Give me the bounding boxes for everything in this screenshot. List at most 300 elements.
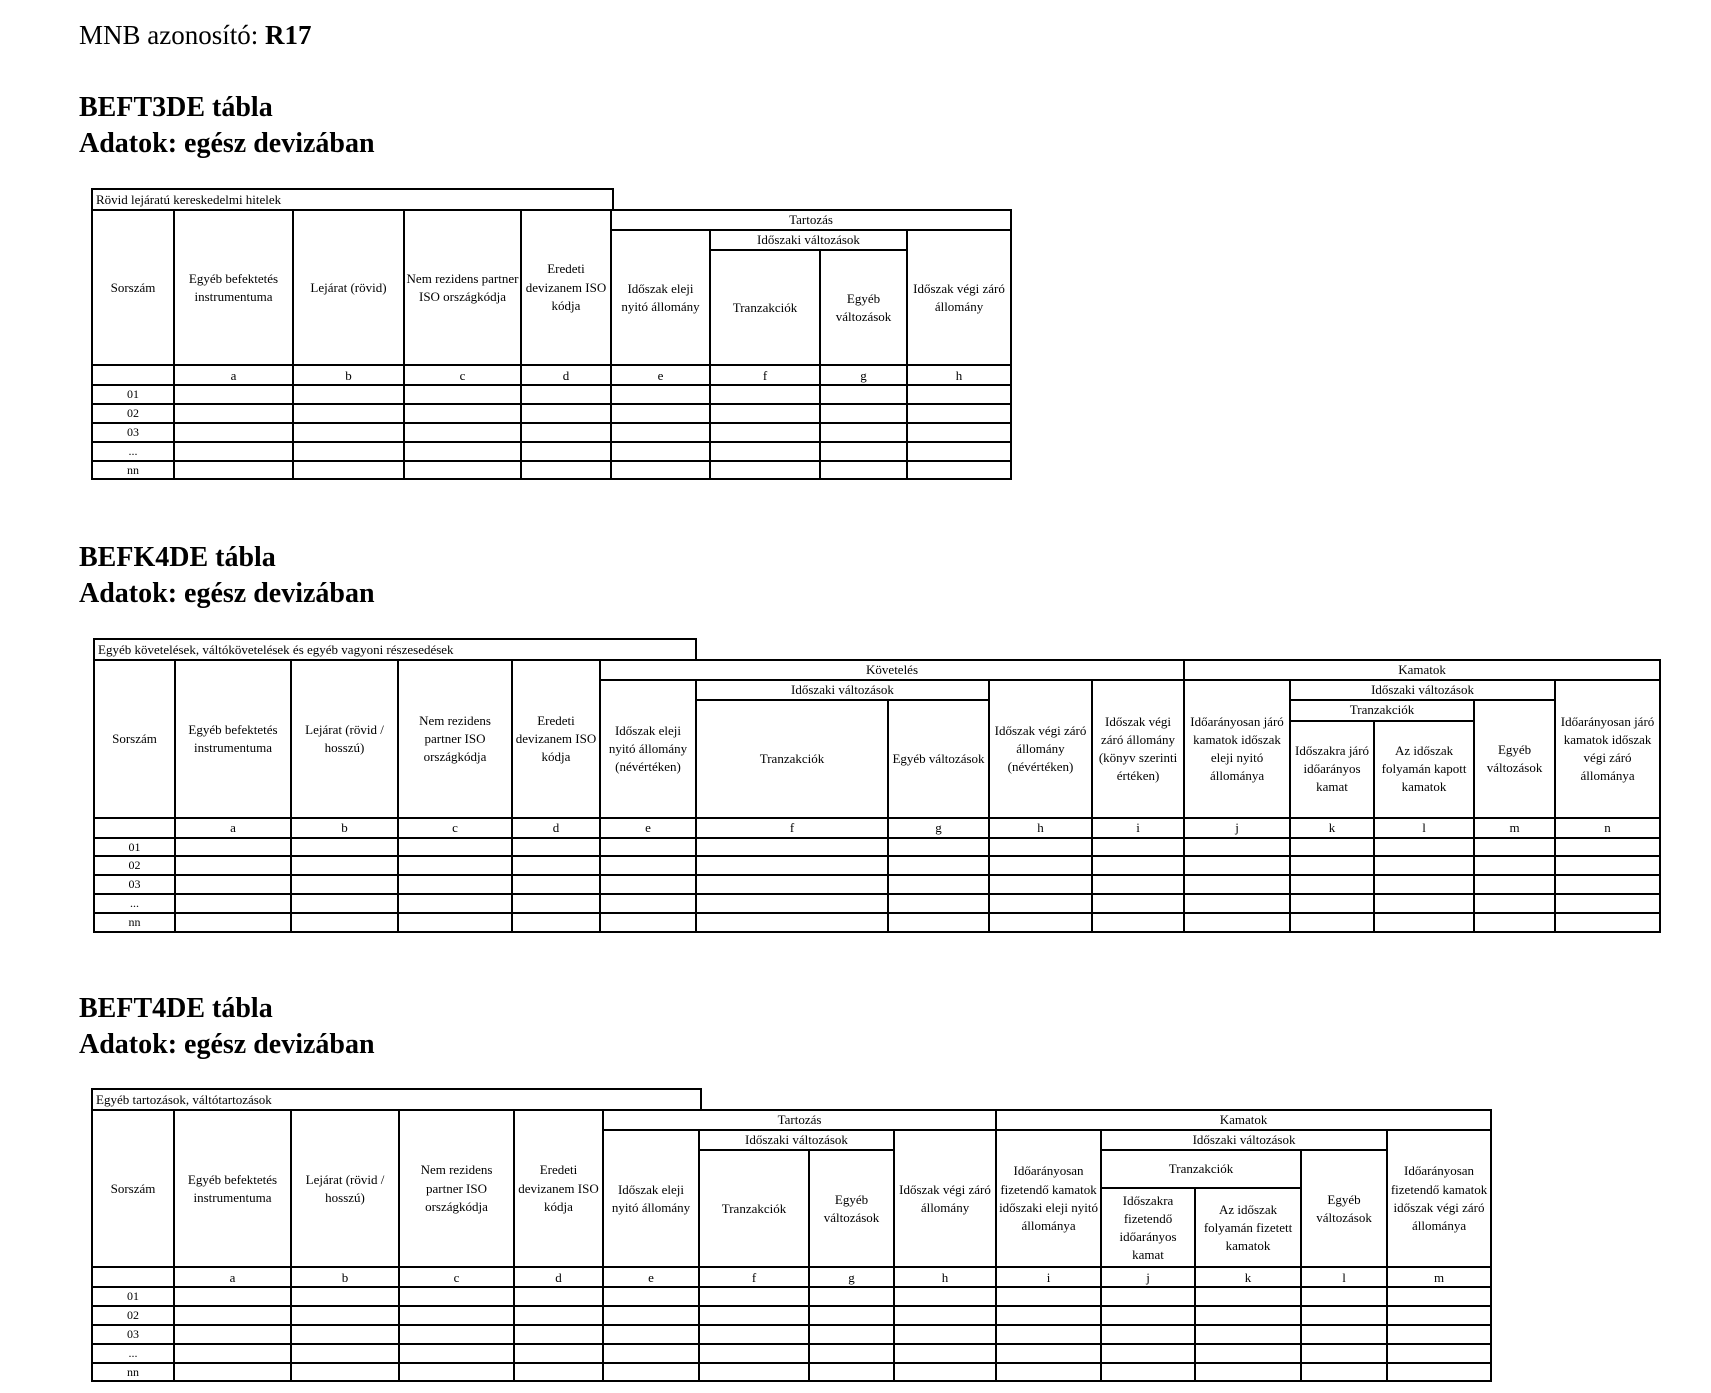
table-cell[interactable]	[514, 1325, 603, 1344]
table-cell[interactable]	[398, 838, 512, 857]
table-cell[interactable]	[521, 461, 611, 480]
t3-letter-4: d	[514, 1267, 603, 1287]
row-number: nn	[92, 461, 174, 480]
table-cell[interactable]	[293, 423, 404, 442]
table-cell[interactable]	[996, 1344, 1101, 1363]
table-cell[interactable]	[603, 1287, 699, 1306]
t2-letter-3: c	[398, 818, 512, 838]
table-cell[interactable]	[291, 838, 398, 857]
t2-letter-12: l	[1374, 818, 1474, 838]
mnb-label: MNB azonosító:	[79, 20, 259, 50]
table-cell[interactable]	[175, 894, 291, 913]
table-cell[interactable]	[696, 894, 888, 913]
t2-col-10: Időarányosan járó kamatok időszak eleji nyitó állománya	[1184, 680, 1290, 817]
table-cell[interactable]	[404, 385, 521, 404]
table-cell[interactable]	[521, 442, 611, 461]
row-number: nn	[94, 913, 175, 932]
table-cell[interactable]	[175, 913, 291, 932]
t3-col-7: Egyéb változások	[809, 1150, 894, 1267]
table-row	[94, 894, 1660, 913]
t2-col-2: Lejárat (rövid / hosszú)	[291, 660, 398, 818]
t2-group-kovetelés: Követelés	[600, 660, 1184, 680]
row-number: ...	[92, 442, 174, 461]
t3-col-9: Időarányosan fizetendő kamatok időszaki eleji nyitó állománya	[996, 1130, 1101, 1267]
t3-letter-11: k	[1195, 1267, 1301, 1287]
table-cell[interactable]	[907, 385, 1011, 404]
table-cell[interactable]	[1474, 913, 1555, 932]
t1-letter-8: h	[907, 365, 1011, 385]
table-cell[interactable]	[907, 423, 1011, 442]
table-cell[interactable]	[1290, 913, 1374, 932]
t1-subtitle: Adatok: egész devizában	[79, 128, 375, 159]
table-row	[92, 423, 1011, 442]
table-cell[interactable]	[1092, 913, 1184, 932]
table-cell[interactable]	[1184, 913, 1290, 932]
t2-letter-1: a	[175, 818, 291, 838]
row-number: 02	[92, 1306, 174, 1325]
t2-letter-6: f	[696, 818, 888, 838]
table-cell[interactable]	[710, 385, 820, 404]
table-cell[interactable]	[989, 913, 1092, 932]
table-row	[92, 1306, 1491, 1325]
table-cell[interactable]	[989, 875, 1092, 894]
t1-group-valtozasok: Időszaki változások	[710, 230, 907, 250]
mnb-id: R17	[265, 20, 312, 50]
t3-table	[91, 1109, 1492, 1382]
table-cell[interactable]	[293, 404, 404, 423]
table-cell[interactable]	[514, 1306, 603, 1325]
table-cell[interactable]	[888, 875, 989, 894]
table-cell[interactable]	[174, 442, 293, 461]
t2-letter-5: e	[600, 818, 696, 838]
table-cell[interactable]	[291, 1363, 399, 1382]
table-cell[interactable]	[1374, 838, 1474, 857]
table-cell[interactable]	[404, 423, 521, 442]
mnb-identifier	[79, 20, 312, 51]
t1-col-5: Időszak eleji nyitó állomány	[611, 230, 710, 365]
t3-letter-9: i	[996, 1267, 1101, 1287]
table-cell[interactable]	[293, 385, 404, 404]
table-cell[interactable]	[514, 1344, 603, 1363]
table-cell[interactable]	[174, 1344, 291, 1363]
t3-letter-7: g	[809, 1267, 894, 1287]
table-cell[interactable]	[1555, 894, 1660, 913]
row-number: 02	[94, 856, 175, 875]
table-row	[92, 404, 1011, 423]
table-cell[interactable]	[600, 856, 696, 875]
t3-col-6: Tranzakciók	[699, 1150, 809, 1267]
table-cell[interactable]	[996, 1363, 1101, 1382]
t3-group-kamatok: Kamatok	[996, 1110, 1491, 1130]
table-cell[interactable]	[1374, 894, 1474, 913]
table-cell[interactable]	[907, 461, 1011, 480]
t3-group-a-valtozasok: Időszaki változások	[699, 1130, 894, 1150]
table-cell[interactable]	[1290, 856, 1374, 875]
table-cell[interactable]	[820, 461, 907, 480]
table-cell[interactable]	[174, 423, 293, 442]
t3-group-b-valtozasok: Időszaki változások	[1101, 1130, 1387, 1150]
table-cell[interactable]	[1374, 913, 1474, 932]
table-cell[interactable]	[514, 1363, 603, 1382]
table-cell[interactable]	[696, 875, 888, 894]
t1-col-7: Egyéb változások	[820, 250, 907, 365]
t3-body	[92, 1287, 1491, 1381]
row-number: 01	[92, 1287, 174, 1306]
t1-letter-5: e	[611, 365, 710, 385]
table-row	[92, 461, 1011, 480]
table-cell[interactable]	[291, 913, 398, 932]
table-cell[interactable]	[989, 856, 1092, 875]
table-cell[interactable]	[696, 838, 888, 857]
t3-letter-8: h	[894, 1267, 996, 1287]
table-cell[interactable]	[1301, 1325, 1387, 1344]
table-cell[interactable]	[398, 856, 512, 875]
table-cell[interactable]	[1195, 1287, 1301, 1306]
t2-body	[94, 838, 1660, 932]
t2-col-8: Időszak végi záró állomány (névértéken)	[989, 680, 1092, 817]
table-cell[interactable]	[1101, 1325, 1195, 1344]
t1-letter-2: b	[293, 365, 404, 385]
row-number: 01	[92, 385, 174, 404]
t1-col-1: Egyéb befektetés instrumentuma	[174, 210, 293, 365]
table-cell[interactable]	[514, 1287, 603, 1306]
table-cell[interactable]	[1101, 1363, 1195, 1382]
table-cell[interactable]	[1474, 838, 1555, 857]
t2-col-7: Egyéb változások	[888, 700, 989, 817]
table-cell[interactable]	[894, 1287, 996, 1306]
t3-col-11: Az időszak folyamán fizetett kamatok	[1195, 1188, 1301, 1267]
table-cell[interactable]	[907, 442, 1011, 461]
t1-table	[91, 209, 1012, 480]
table-cell[interactable]	[710, 404, 820, 423]
t3-col-0: Sorszám	[92, 1110, 174, 1267]
t2-letter-0	[94, 818, 175, 838]
t2-letter-9: i	[1092, 818, 1184, 838]
t2-col-12: Az időszak folyamán kapott kamatok	[1374, 721, 1474, 818]
table-cell[interactable]	[399, 1287, 514, 1306]
table-cell[interactable]	[1474, 875, 1555, 894]
table-cell[interactable]	[699, 1287, 809, 1306]
table-cell[interactable]	[809, 1344, 894, 1363]
table-cell[interactable]	[1184, 894, 1290, 913]
table-row	[94, 856, 1660, 875]
table-cell[interactable]	[291, 1325, 399, 1344]
table-cell[interactable]	[175, 875, 291, 894]
t1-letter-6: f	[710, 365, 820, 385]
table-cell[interactable]	[996, 1325, 1101, 1344]
table-cell[interactable]	[1195, 1363, 1301, 1382]
t1-letter-0	[92, 365, 174, 385]
table-cell[interactable]	[1184, 856, 1290, 875]
row-number: nn	[92, 1363, 174, 1382]
table-row	[92, 1287, 1491, 1306]
t2-group-b-tranzakciok: Tranzakciók	[1290, 700, 1474, 720]
table-cell[interactable]	[404, 404, 521, 423]
table-cell[interactable]	[611, 404, 710, 423]
t2-subtitle: Adatok: egész devizában	[79, 578, 375, 609]
table-cell[interactable]	[1555, 875, 1660, 894]
table-cell[interactable]	[1290, 875, 1374, 894]
t1-group-tartozas: Tartozás	[611, 210, 1011, 230]
table-cell[interactable]	[603, 1325, 699, 1344]
table-cell[interactable]	[1374, 875, 1474, 894]
t2-col-9: Időszak végi záró állomány (könyv szerinti értéken)	[1092, 680, 1184, 817]
t1-col-3: Nem rezidens partner ISO országkódja	[404, 210, 521, 365]
table-cell[interactable]	[603, 1306, 699, 1325]
t3-letter-5: e	[603, 1267, 699, 1287]
t3-col-3: Nem rezidens partner ISO országkódja	[399, 1110, 514, 1267]
table-cell[interactable]	[710, 442, 820, 461]
table-cell[interactable]	[1092, 875, 1184, 894]
t3-col-4: Eredeti devizanem ISO kódja	[514, 1110, 603, 1267]
table-cell[interactable]	[809, 1306, 894, 1325]
table-cell[interactable]	[1290, 838, 1374, 857]
table-cell[interactable]	[1301, 1363, 1387, 1382]
table-cell[interactable]	[603, 1344, 699, 1363]
table-cell[interactable]	[809, 1325, 894, 1344]
t2-group-b-valtozasok: Időszaki változások	[1290, 680, 1555, 700]
table-cell[interactable]	[1301, 1287, 1387, 1306]
table-cell[interactable]	[521, 385, 611, 404]
table-cell[interactable]	[699, 1344, 809, 1363]
t1-letter-3: c	[404, 365, 521, 385]
table-cell[interactable]	[398, 913, 512, 932]
t2-col-13: Egyéb változások	[1474, 700, 1555, 817]
table-cell[interactable]	[907, 404, 1011, 423]
table-cell[interactable]	[1301, 1344, 1387, 1363]
table-cell[interactable]	[1474, 894, 1555, 913]
t2-letter-10: j	[1184, 818, 1290, 838]
t2-table	[93, 659, 1661, 933]
t2-title: BEFK4DE tábla	[79, 542, 276, 573]
t3-col-8: Időszak végi záró állomány	[894, 1130, 996, 1267]
t2-caption: Egyéb követelések, váltókövetelések és egyéb vagyoni részesedések	[93, 638, 697, 660]
t3-col-5: Időszak eleji nyitó állomány	[603, 1130, 699, 1267]
row-number: 03	[94, 875, 175, 894]
table-cell[interactable]	[399, 1344, 514, 1363]
table-cell[interactable]	[1387, 1325, 1491, 1344]
table-cell[interactable]	[291, 1306, 399, 1325]
table-cell[interactable]	[398, 894, 512, 913]
table-cell[interactable]	[809, 1363, 894, 1382]
t3-group-tartozas: Tartozás	[603, 1110, 996, 1130]
table-cell[interactable]	[699, 1325, 809, 1344]
table-cell[interactable]	[512, 856, 600, 875]
table-cell[interactable]	[293, 442, 404, 461]
table-cell[interactable]	[710, 461, 820, 480]
table-cell[interactable]	[996, 1287, 1101, 1306]
table-cell[interactable]	[611, 461, 710, 480]
t1-col-0: Sorszám	[92, 210, 174, 365]
table-cell[interactable]	[894, 1325, 996, 1344]
t1-letter-7: g	[820, 365, 907, 385]
table-cell[interactable]	[174, 404, 293, 423]
table-cell[interactable]	[888, 856, 989, 875]
table-cell[interactable]	[174, 461, 293, 480]
table-row	[92, 1325, 1491, 1344]
t2-letter-2: b	[291, 818, 398, 838]
t2-letter-14: n	[1555, 818, 1660, 838]
table-cell[interactable]	[611, 442, 710, 461]
table-cell[interactable]	[699, 1363, 809, 1382]
table-cell[interactable]	[1195, 1306, 1301, 1325]
t3-letter-1: a	[174, 1267, 291, 1287]
table-cell[interactable]	[1387, 1287, 1491, 1306]
table-cell[interactable]	[174, 1325, 291, 1344]
table-cell[interactable]	[696, 856, 888, 875]
table-cell[interactable]	[1101, 1306, 1195, 1325]
table-cell[interactable]	[1184, 838, 1290, 857]
t3-col-13: Időarányosan fizetendő kamatok időszak végi záró állománya	[1387, 1130, 1491, 1267]
t1-letter-4: d	[521, 365, 611, 385]
table-cell[interactable]	[512, 838, 600, 857]
t1-col-2: Lejárat (rövid)	[293, 210, 404, 365]
table-cell[interactable]	[1092, 856, 1184, 875]
t2-group-a-valtozasok: Időszaki változások	[696, 680, 989, 700]
t3-subtitle: Adatok: egész devizában	[79, 1029, 375, 1060]
t2-col-1: Egyéb befektetés instrumentuma	[175, 660, 291, 818]
t3-group-b-tranzakciok: Tranzakciók	[1101, 1150, 1301, 1188]
t2-col-3: Nem rezidens partner ISO országkódja	[398, 660, 512, 818]
table-cell[interactable]	[291, 1287, 399, 1306]
table-cell[interactable]	[1301, 1306, 1387, 1325]
row-number: 03	[92, 1325, 174, 1344]
table-cell[interactable]	[174, 1363, 291, 1382]
table-cell[interactable]	[174, 1287, 291, 1306]
table-cell[interactable]	[600, 913, 696, 932]
table-cell[interactable]	[1555, 838, 1660, 857]
t2-col-6: Tranzakciók	[696, 700, 888, 817]
table-cell[interactable]	[1195, 1344, 1301, 1363]
t1-body	[92, 385, 1011, 479]
table-cell[interactable]	[1387, 1363, 1491, 1382]
table-cell[interactable]	[888, 913, 989, 932]
t3-title: BEFT4DE tábla	[79, 993, 273, 1024]
table-cell[interactable]	[699, 1306, 809, 1325]
t3-letter-12: l	[1301, 1267, 1387, 1287]
table-cell[interactable]	[175, 838, 291, 857]
table-cell[interactable]	[809, 1287, 894, 1306]
table-cell[interactable]	[820, 404, 907, 423]
t3-col-1: Egyéb befektetés instrumentuma	[174, 1110, 291, 1267]
table-cell[interactable]	[1374, 856, 1474, 875]
table-cell[interactable]	[894, 1344, 996, 1363]
table-cell[interactable]	[399, 1325, 514, 1344]
table-cell[interactable]	[603, 1363, 699, 1382]
t2-col-4: Eredeti devizanem ISO kódja	[512, 660, 600, 818]
table-cell[interactable]	[1387, 1306, 1491, 1325]
table-cell[interactable]	[888, 894, 989, 913]
t3-col-10: Időszakra fizetendő időarányos kamat	[1101, 1188, 1195, 1267]
table-cell[interactable]	[611, 385, 710, 404]
table-cell[interactable]	[996, 1306, 1101, 1325]
t3-letter-6: f	[699, 1267, 809, 1287]
table-cell[interactable]	[521, 404, 611, 423]
table-cell[interactable]	[1290, 894, 1374, 913]
table-cell[interactable]	[512, 894, 600, 913]
table-cell[interactable]	[600, 875, 696, 894]
table-cell[interactable]	[512, 875, 600, 894]
table-cell[interactable]	[710, 423, 820, 442]
row-number: 01	[94, 838, 175, 857]
table-cell[interactable]	[611, 423, 710, 442]
t3-col-2: Lejárat (rövid / hosszú)	[291, 1110, 399, 1267]
table-cell[interactable]	[820, 423, 907, 442]
table-cell[interactable]	[888, 838, 989, 857]
table-cell[interactable]	[1092, 894, 1184, 913]
table-cell[interactable]	[404, 442, 521, 461]
t3-letter-10: j	[1101, 1267, 1195, 1287]
table-cell[interactable]	[600, 894, 696, 913]
t1-col-4: Eredeti devizanem ISO kódja	[521, 210, 611, 365]
table-cell[interactable]	[174, 385, 293, 404]
table-cell[interactable]	[399, 1363, 514, 1382]
t2-col-11: Időszakra járó időarányos kamat	[1290, 721, 1374, 818]
row-number: 03	[92, 423, 174, 442]
table-row	[92, 1344, 1491, 1363]
table-row	[94, 913, 1660, 932]
t3-letter-13: m	[1387, 1267, 1491, 1287]
table-cell[interactable]	[399, 1306, 514, 1325]
table-cell[interactable]	[1092, 838, 1184, 857]
row-number: ...	[92, 1344, 174, 1363]
table-cell[interactable]	[175, 856, 291, 875]
row-number: 02	[92, 404, 174, 423]
table-cell[interactable]	[404, 461, 521, 480]
table-cell[interactable]	[1387, 1344, 1491, 1363]
table-cell[interactable]	[512, 913, 600, 932]
t3-letter-0	[92, 1267, 174, 1287]
table-cell[interactable]	[1555, 913, 1660, 932]
table-cell[interactable]	[1101, 1287, 1195, 1306]
table-cell[interactable]	[1474, 856, 1555, 875]
table-cell[interactable]	[894, 1363, 996, 1382]
table-row	[92, 385, 1011, 404]
table-cell[interactable]	[1195, 1325, 1301, 1344]
table-cell[interactable]	[291, 1344, 399, 1363]
table-cell[interactable]	[291, 894, 398, 913]
t1-letter-1: a	[174, 365, 293, 385]
table-cell[interactable]	[989, 894, 1092, 913]
table-cell[interactable]	[820, 442, 907, 461]
t1-caption: Rövid lejáratú kereskedelmi hitelek	[91, 188, 614, 210]
t2-letter-7: g	[888, 818, 989, 838]
table-row	[92, 442, 1011, 461]
t2-letter-13: m	[1474, 818, 1555, 838]
table-cell[interactable]	[521, 423, 611, 442]
table-cell[interactable]	[696, 913, 888, 932]
t1-col-8: Időszak végi záró állomány	[907, 230, 1011, 365]
table-cell[interactable]	[174, 1306, 291, 1325]
table-cell[interactable]	[894, 1306, 996, 1325]
table-cell[interactable]	[291, 856, 398, 875]
table-cell[interactable]	[600, 838, 696, 857]
table-cell[interactable]	[291, 875, 398, 894]
table-row	[94, 838, 1660, 857]
table-cell[interactable]	[1101, 1344, 1195, 1363]
t2-letter-11: k	[1290, 818, 1374, 838]
table-cell[interactable]	[1555, 856, 1660, 875]
table-cell[interactable]	[293, 461, 404, 480]
table-cell[interactable]	[820, 385, 907, 404]
table-cell[interactable]	[398, 875, 512, 894]
table-cell[interactable]	[1184, 875, 1290, 894]
t2-letter-4: d	[512, 818, 600, 838]
table-cell[interactable]	[989, 838, 1092, 857]
t2-col-0: Sorszám	[94, 660, 175, 818]
t3-letter-2: b	[291, 1267, 399, 1287]
t1-col-6: Tranzakciók	[710, 250, 820, 365]
